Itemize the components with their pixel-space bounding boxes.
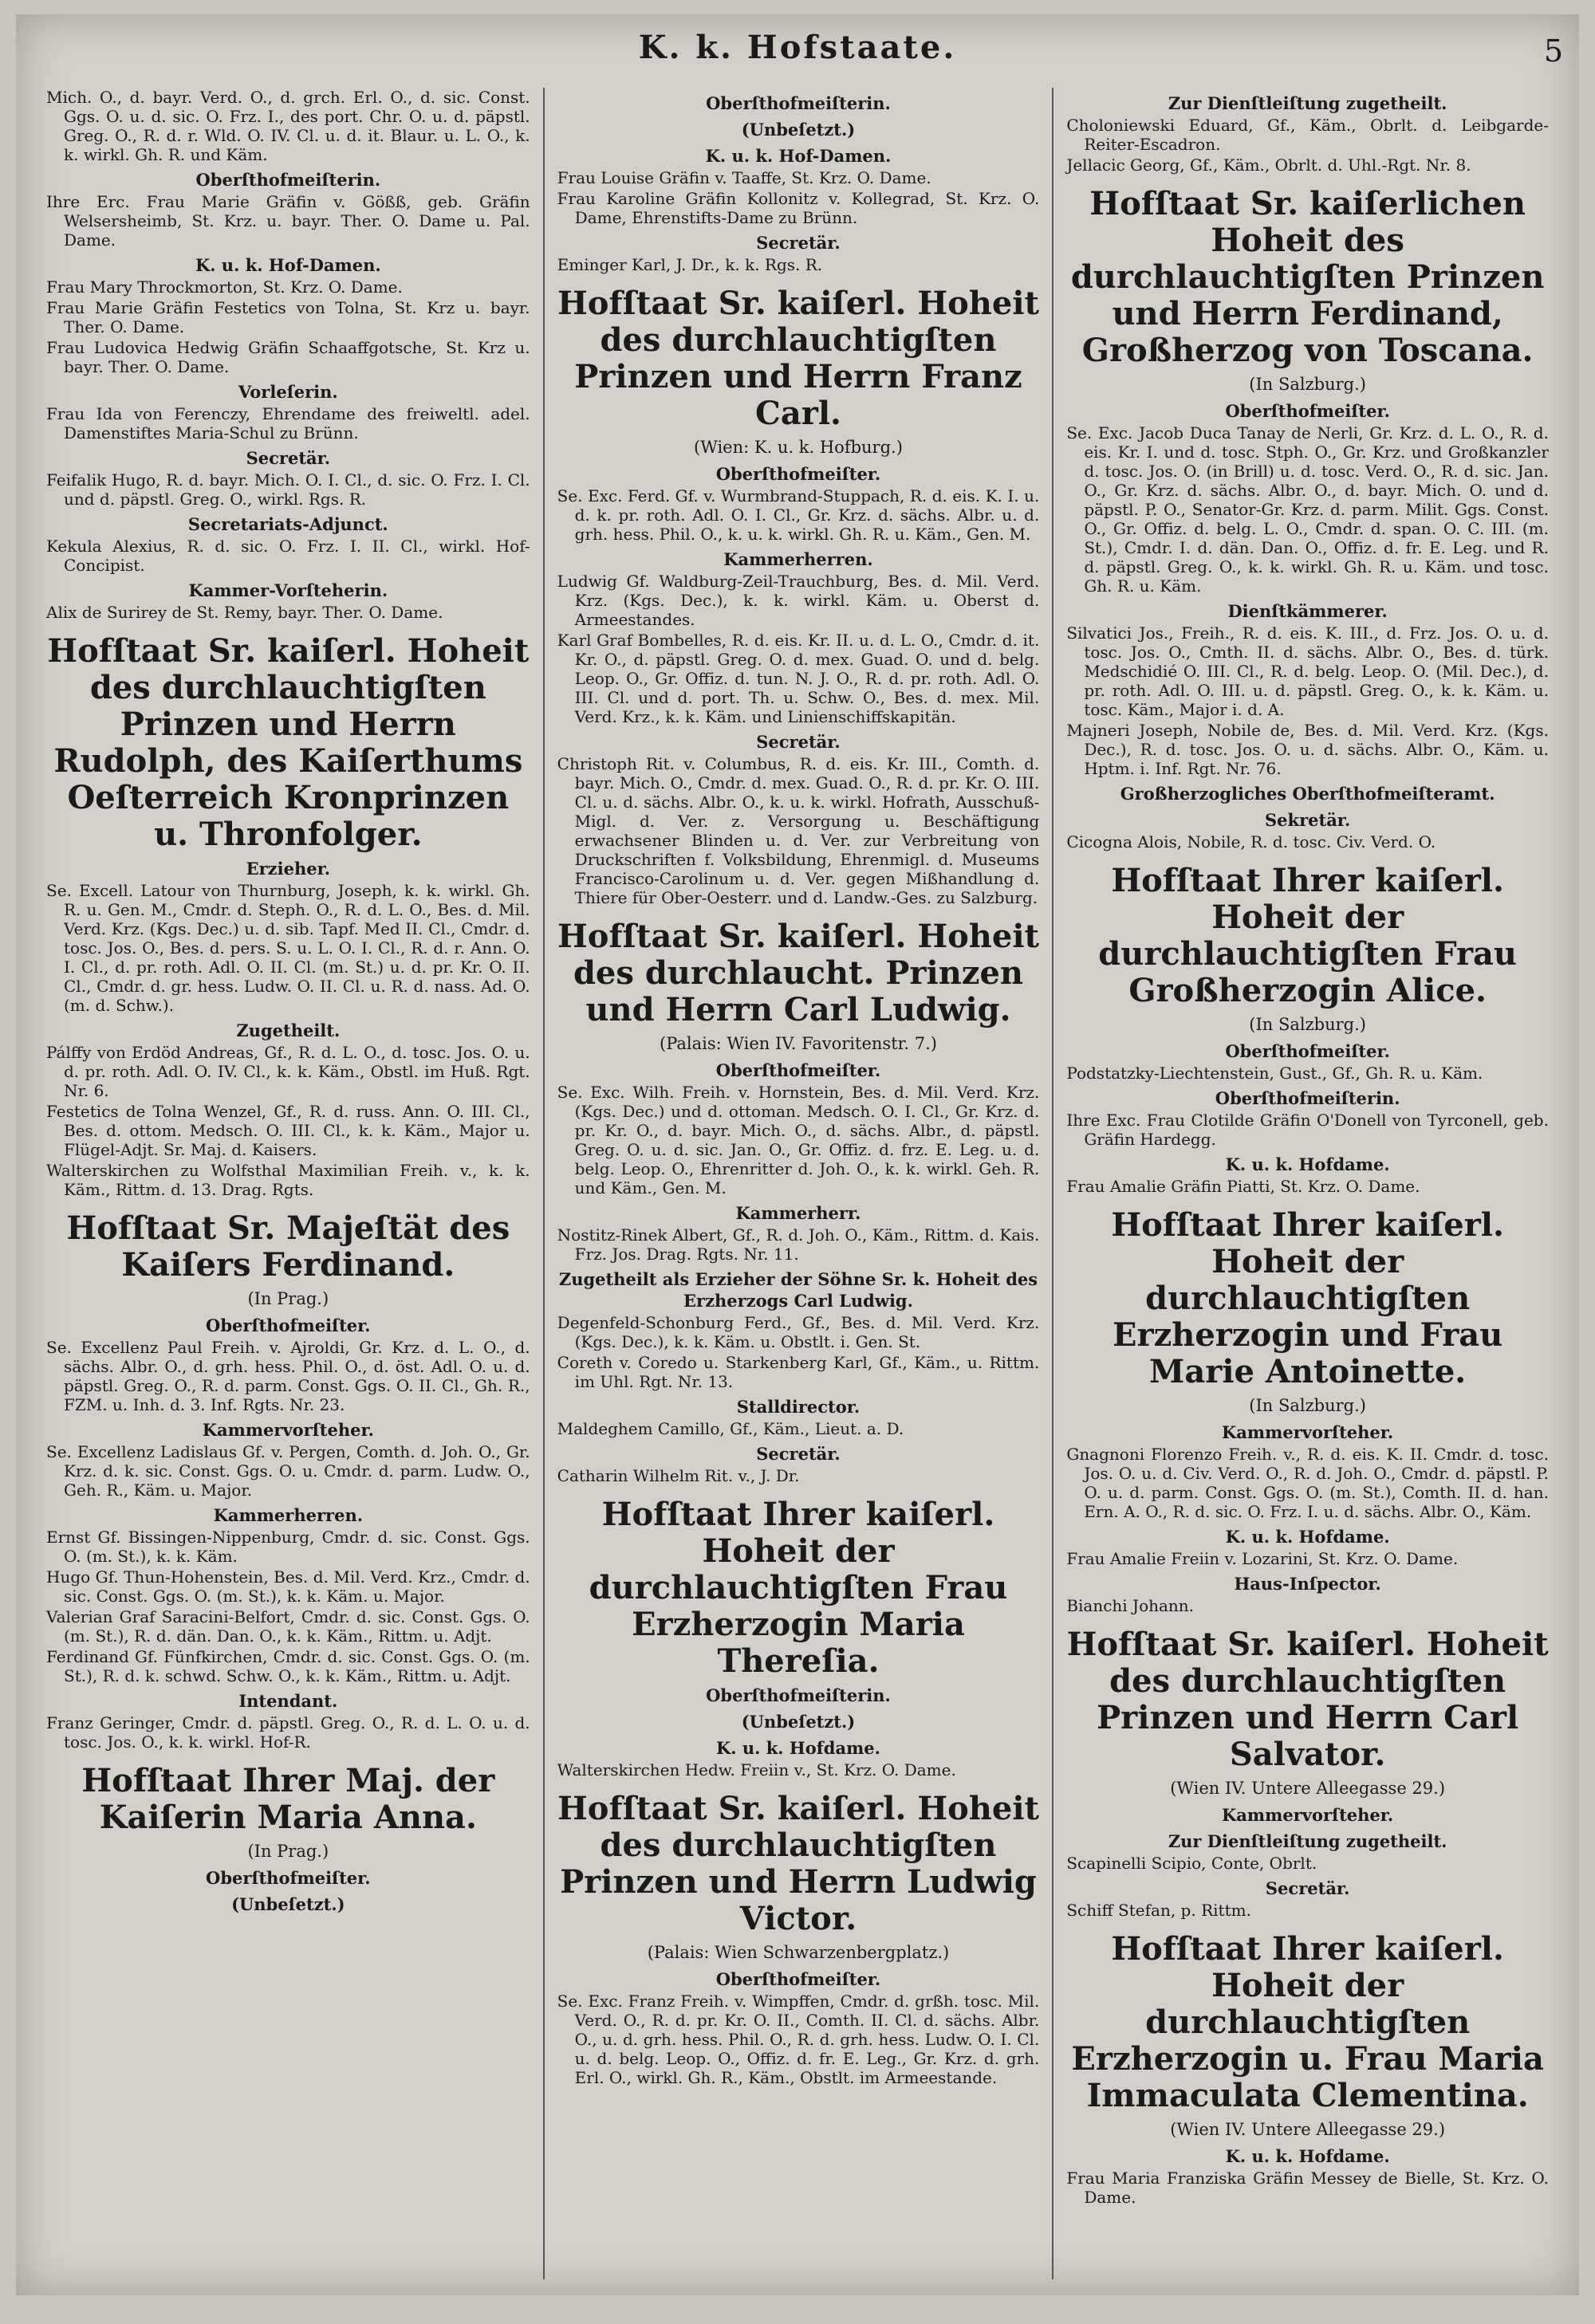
page-number: 5: [1543, 33, 1563, 69]
office-heading: Secretär.: [246, 448, 331, 468]
office-heading: K. u. k. Hofdame.: [1225, 1154, 1390, 1174]
person-entry: Eminger Karl, J. Dr., k. k. Rgs. R.: [557, 255, 823, 274]
office-block: [1066, 2145, 1549, 2207]
office-heading: Intendant.: [238, 1691, 338, 1711]
section-subtitle: (Wien: K. u. k. Hofburg.): [694, 438, 903, 457]
office-block: [46, 1315, 530, 1414]
person-entry: Maldeghem Camillo, Gf., Käm., Lieut. a. D.: [557, 1419, 904, 1438]
office-block: [557, 232, 1040, 274]
section-subtitle: (Palais: Wien IV. Favoritenstr. 7.): [660, 1034, 937, 1053]
person-entry: Frau Louise Gräfin v. Taaffe, St. Krz. O. Dame.: [557, 168, 931, 187]
person-entry: Se. Excellenz Paul Freih. v. Ajroldi, Gr. Krz. d. L. O., d. sächs. Albr. O., d. grh. hess. Phil. O., d. öst. Adl. O. u. d. päpstl. Greg. O., R. d. parm. Const. Ggs. O. II. Cl., Gh. R., FZM. u. Inh. d. 3. Inf. Rgts. Nr. 23.: [46, 1338, 530, 1414]
person-entry: Cicogna Alois, Nobile, R. d. tosc. Civ. Verd. O.: [1066, 832, 1436, 851]
person-entry: Se. Exc. Jacob Duca Tanay de Nerli, Gr. Krz. d. L. O., R. d. eis. Kr. I. und d. tosc. Stph. O., Gr. Krz. und Großkanzler d. tosc. Jos. O. (in Brill) u. d. tosc. Verd. O., R. d. sic. Jan. O., Gr. Krz. d. sächs. Albr. O., d. bayr. Mich. O. und d. päpstl. P. O., Senator-Gr. Krz. d. parm. Milit. Ggs. Const. O., Gr. Offiz. d. belg. L. O., Cmdr. d. span. O. C. III. (m. St.), Cmdr. I. d. dän. Dan. O., Offiz. d. fr. E. Leg. und R. d. päpstl. Greg. O., k. k. wirkl. Gh. R. u. Käm. und tosc. Gh. R. u. Käm.: [1066, 423, 1549, 596]
person-entry: Se. Excell. Latour von Thurnburg, Joseph, k. k. wirkl. Gh. R. u. Gen. M., Cmdr. d. Steph. O., R. d. L. O., Bes. d. Mil. Verd. Krz. (Kgs. Dec.) u. d. sib. Tapf. Med II. Cl., Cmdr. d. tosc. Jos. O., Bes. d. pers. S. u. L. O. I. Cl., R. d. r. Ann. O. I. Cl., d. pr. roth. Adl. O. II. Cl. (m. St.) u. d. pr. Kr. O. II. Cl., Cmdr. d. gr. hess. Ludw. O. II. Cl. u. R. d. nass. Ad. O. (m. d. Schw.).: [46, 881, 530, 1015]
section-subtitle: (In Salzburg.): [1249, 1396, 1366, 1415]
person-entry: Majneri Joseph, Nobile de, Bes. d. Mil. Verd. Krz. (Kgs. Dec.), R. d. tosc. Jos. O. u. d. sächs. Albr. O., Käm. u. Hptm. i. Inf. Rgt. Nr. 76.: [1066, 721, 1549, 778]
person-entry: Catharin Wilhelm Rit. v., J. Dr.: [557, 1466, 800, 1485]
person-entry: Frau Ludovica Hedwig Gräfin Schaaffgotsche, St. Krz u. bayr. Ther. O. Dame.: [46, 338, 530, 376]
person-entry: Hugo Gf. Thun-Hohenstein, Bes. d. Mil. Verd. Krz., Cmdr. d. sic. Const. Ggs. O. (m. St.), k. k. Käm. u. Major.: [46, 1567, 530, 1606]
office-heading: Großherzogliches Oberſthofmeiſteramt.: [1120, 784, 1495, 804]
person-entry: Coreth v. Coredo u. Starkenberg Karl, Gf., Käm., u. Rittm. im Uhl. Rgt. Nr. 13.: [557, 1353, 1040, 1391]
section-title: Hofſtaat Ihrer kaiſerl. Hoheit der durchlauchtigſten Frau Großherzogin Alice.: [1098, 862, 1518, 1009]
office-block: [1066, 1087, 1549, 1149]
section-title: Hofſtaat Sr. kaiſerl. Hoheit des durchlauchtigſten Prinzen und Herrn Carl Salvator.: [1066, 1626, 1549, 1773]
office-block: [46, 447, 530, 509]
person-entry: Frau Amalie Gräfin Piatti, St. Krz. O. Dame.: [1066, 1177, 1420, 1196]
office-heading: Oberſthofmeiſter.: [715, 1060, 881, 1080]
person-entry: Frau Maria Franziska Gräfin Messey de Bielle, St. Krz. O. Dame.: [1066, 2169, 1549, 2207]
person-entry: Frau Amalie Freiin v. Lozarini, St. Krz. O. Dame.: [1066, 1549, 1459, 1568]
person-entry: Gnagnoni Florenzo Freih. v., R. d. eis. K. II. Cmdr. d. tosc. Jos. O. u. d. Civ. Verd. O., R. d. Joh. O., Cmdr. d. päpstl. P. O. u. d. parm. Const. Ggs. O. (m. St.), Comth. II. d. han. Ern. A. O., R. d. sic. O. Frz. I. u. d. sächs. Albr. O., Käm.: [1066, 1445, 1549, 1521]
office-heading: Kammerherr.: [735, 1203, 861, 1223]
office-heading: Secretär.: [1265, 1878, 1350, 1898]
person-entry: Schiff Stefan, p. Rittm.: [1066, 1901, 1251, 1920]
office-heading: Kammervorſteher.: [1222, 1422, 1394, 1442]
office-block: [557, 463, 1040, 544]
office-heading: Sekretär.: [1265, 810, 1351, 830]
section-subtitle: (Wien IV. Untere Alleegasse 29.): [1170, 1779, 1446, 1798]
section-title: Hofſtaat Sr. kaiſerl. Hoheit des durchlaucht. Prinzen und Herrn Carl Ludwig.: [557, 918, 1039, 1028]
person-entry: Kekula Alexius, R. d. sic. O. Frz. I. II. Cl., wirkl. Hof-Concipist.: [46, 537, 530, 575]
office-block: [1066, 783, 1549, 804]
office-heading: Kammerherren.: [723, 549, 873, 569]
office-heading: Zugetheilt.: [236, 1020, 341, 1040]
person-entry: Frau Mary Throckmorton, St. Krz. O. Dame.: [46, 277, 403, 297]
office-heading: Oberſthofmeiſter.: [715, 464, 881, 484]
office-block: [1066, 1154, 1549, 1196]
office-heading: Zur Dienſtleiſtung zugetheilt.: [1168, 1831, 1447, 1851]
office-block: [46, 858, 530, 1015]
person-entry: Ernst Gf. Bissingen-Nippenburg, Cmdr. d. sic. Const. Ggs. O. (m. St.), k. k. Käm.: [46, 1528, 530, 1566]
office-heading: Oberſthofmeiſter.: [206, 1315, 371, 1335]
office-block: [46, 1504, 530, 1685]
office-heading: Kammervorſteher.: [1222, 1805, 1394, 1825]
section-title: Hofſtaat Ihrer kaiſerl. Hoheit der durchlauchtigſten Erzherzogin und Frau Marie Antoinette.: [1111, 1206, 1504, 1390]
section-subtitle: (In Salzburg.): [1249, 1015, 1366, 1034]
office-block: [1066, 1422, 1549, 1521]
office-block: [557, 1711, 1040, 1732]
office-block: [557, 145, 1040, 227]
section-title: Hofſtaat Sr. kaiſerl. Hoheit des durchlauchtigſten Prinzen und Herrn Rudolph, des Kaiſerthums Oeſterreich Kronprinzen u. Thronfolger.: [47, 632, 530, 853]
person-entry: Alix de Surirey de St. Remy, bayr. Ther. O. Dame.: [46, 603, 443, 622]
office-heading: Oberſthofmeiſter.: [206, 1868, 371, 1888]
office-heading: Stalldirector.: [736, 1397, 861, 1417]
office-block: [46, 169, 530, 250]
person-entry: Se. Excellenz Ladislaus Gf. v. Pergen, Comth. d. Joh. O., Gr. Krz. d. k. sic. Const. Ggs. O. u. Cmdr. d. parm. Ludw. O., Geh. R., Käm. u. Major.: [46, 1442, 530, 1500]
person-entry: Se. Exc. Ferd. Gf. v. Wurmbrand-Stuppach, R. d. eis. K. I. u. d. k. pr. roth. Adl. O. I. Cl., Gr. Krz. d. sächs. Albr. u. d. grh. hess. Phil. O., k. u. k. wirkl. Gh. R. u. Käm., Gen. M.: [557, 486, 1040, 544]
office-block: [557, 1685, 1040, 1706]
person-entry: Bianchi Johann.: [1066, 1596, 1195, 1615]
office-block: [46, 1690, 530, 1752]
office-heading: Oberſthofmeiſterin.: [1215, 1088, 1400, 1108]
office-heading: (Unbeſetzt.): [741, 120, 856, 140]
office-heading: Oberſthofmeiſter.: [1225, 1041, 1390, 1061]
section-title: Hofſtaat Ihrer kaiſerl. Hoheit der durchlauchtigſten Frau Erzherzogin Maria Thereſia.: [589, 1496, 1008, 1680]
person-entry: Podstatzky-Liechtenstein, Gust., Gf., Gh. R. u. Käm.: [1066, 1064, 1483, 1083]
office-heading: Zugetheilt als Erzieher der Söhne Sr. k. Hoheit des Erzherzogs Carl Ludwig.: [558, 1269, 1038, 1311]
office-block: [1066, 1040, 1549, 1083]
column-3: [1052, 88, 1562, 2279]
office-heading: Oberſthofmeiſter.: [1225, 401, 1390, 421]
office-heading: K. u. k. Hofdame.: [1225, 1527, 1390, 1547]
person-entry: Franz Geringer, Cmdr. d. päpstl. Greg. O., R. d. L. O. u. d. tosc. Jos. O., k. k. wirkl. Hof-R.: [46, 1713, 530, 1752]
person-entry: Walterskirchen zu Wolfsthal Maximilian Freih. v., k. k. Käm., Rittm. d. 13. Drag. Rgts.: [46, 1161, 530, 1199]
office-heading: Kammer-Vorſteherin.: [188, 580, 388, 600]
office-block: [1066, 1804, 1549, 1826]
office-heading: Oberſthofmeiſterin.: [706, 93, 891, 113]
office-heading: Kammerherren.: [213, 1505, 364, 1525]
person-entry: Se. Exc. Franz Freih. v. Wimpffen, Cmdr. d. grßh. tosc. Mil. Verd. O., R. d. pr. Kr. O. II., Comth. II. Cl. d. sächs. Albr. O., u. d. grh. hess. Phil. O., R. d. grh. hess. Ludw. O. I. Cl. u. d. belg. Leop. O., Offiz. d. fr. E. Leg., Gr. Krz. d. grh. Erl. O., wirkl. Gh. R., Käm., Obstlt. im Armeestande.: [557, 1992, 1040, 2087]
section-title: Hofſtaat Ihrer Maj. der Kaiſerin Maria Anna.: [81, 1762, 495, 1836]
office-heading: Zur Dienſtleiſtung zugetheilt.: [1168, 93, 1447, 113]
columns: [33, 88, 1562, 2279]
person-entry: Se. Exc. Wilh. Freih. v. Hornstein, Bes. d. Mil. Verd. Krz. (Kgs. Dec.) und d. ottoman. Medsch. O. I. Cl., Gr. Krz. d. pr. Kr. O., d. bayr. Mich. O., d. sächs. Albr., d. päpstl. Greg. O. u. d. sic. Jan. O., Gr. Offiz. d. frz. E. Leg. u. d. belg. Leop. O., Ehrenritter d. Joh. O., k. k. wirkl. Geh. R. und Käm., Gen. M.: [557, 1083, 1040, 1197]
page: [16, 14, 1579, 2295]
office-heading: Secretär.: [756, 233, 841, 253]
person-entry: Nostitz-Rinek Albert, Gf., R. d. Joh. O., Käm., Rittm. d. Kais. Frz. Jos. Drag. Rgts. Nr. 11.: [557, 1225, 1040, 1264]
office-block: [557, 1968, 1040, 2087]
person-entry: Frau Ida von Ferenczy, Ehrendame des freiweltl. adel. Damenstiftes Maria-Schul zu Brünn.: [46, 404, 530, 442]
office-block: [557, 1443, 1040, 1485]
office-block: [557, 731, 1040, 907]
person-entry: Festetics de Tolna Wenzel, Gf., R. d. russ. Ann. O. III. Cl., Bes. d. ottom. Medsch. O. III. Cl., k. k. Käm., Major u. Flügel-Adjt. Sr. Maj. d. Kaisers.: [46, 1102, 530, 1159]
office-heading: Secretär.: [756, 1444, 841, 1464]
office-block: [1066, 1526, 1549, 1568]
office-block: [1066, 92, 1549, 175]
person-entry: Ludwig Gf. Waldburg-Zeil-Trauchburg, Bes. d. Mil. Verd. Krz. (Kgs. Dec.), k. k. wirkl. Käm. u. Oberst d. Armeestandes.: [557, 572, 1040, 629]
person-entry: Valerian Graf Saracini-Belfort, Cmdr. d. sic. Const. Ggs. O. (m. St.), R. d. dän. Dan. O., k. k. Käm., Rittm. u. Adjt.: [46, 1607, 530, 1646]
office-block: [46, 381, 530, 442]
office-block: [557, 92, 1040, 114]
office-heading: Oberſthofmeiſterin.: [706, 1685, 891, 1705]
office-block: [1066, 809, 1549, 851]
office-heading: K. u. k. Hofdame.: [1225, 2146, 1390, 2166]
person-entry: Scapinelli Scipio, Conte, Obrlt.: [1066, 1854, 1317, 1873]
person-entry: Walterskirchen Hedw. Freiin v., St. Krz. O. Dame.: [557, 1760, 956, 1779]
office-heading: K. u. k. Hofdame.: [715, 1738, 880, 1758]
column-2: [543, 88, 1053, 2279]
person-entry: Pálffy von Erdöd Andreas, Gf., R. d. L. O., d. tosc. Jos. O. u. d. pr. roth. Adl. O. IV. Cl., k. k. Käm., Obstl. im Huß. Rgt. Nr. 6.: [46, 1043, 530, 1100]
office-heading: (Unbeſetzt.): [741, 1712, 856, 1732]
office-block: [1066, 1878, 1549, 1920]
section-title: Hofſtaat Sr. Majeſtät des Kaiſers Ferdinand.: [66, 1209, 510, 1284]
person-entry: Christoph Rit. v. Columbus, R. d. eis. Kr. III., Comth. d. bayr. Mich. O., Cmdr. d. mex. Guad. O., R. d. pr. Kr. O. III. Cl. u. d. sächs. Albr. O., k. u. k. wirkl. Hofrath, Ausschuß-Migl. d. Ver. z. Versorgung u. Beschäftigung erwachsener Blinden u. d. Ver. zur Verbreitung von Druckschriften f. Volksbildung, Ehrenmigl. d. Museums Francisco-Carolinum u. d. Ver. gegen Mißhandlung d. Thiere für Ober-Oesterr. und d. Landw.-Ges. zu Salzburg.: [557, 754, 1040, 907]
office-block: [46, 513, 530, 575]
office-heading: Haus-Inſpector.: [1234, 1574, 1381, 1594]
office-heading: Oberſthofmeiſterin.: [195, 170, 381, 190]
person-entry: Choloniewski Eduard, Gf., Käm., Obrlt. d. Leibgarde-Reiter-Escadron.: [1066, 116, 1549, 154]
section-title: Hofſtaat Sr. kaiſerl. Hoheit des durchlauchtigſten Prinzen und Herrn Ludwig Victor.: [557, 1790, 1039, 1937]
page-header: [16, 29, 1579, 77]
office-block: [46, 580, 530, 622]
person-entry: Mich. O., d. bayr. Verd. O., d. grch. Erl. O., d. sic. Const. Ggs. O. u. d. sic. O. Frz. I., des port. Chr. O. u. d. päpstl. Greg. O., R. d. r. Wld. O. IV. Cl. u. d. it. Blaur. u. L. O., k. k. wirkl. Gh. R. und Käm.: [46, 88, 530, 164]
section-subtitle: (In Prag.): [247, 1289, 329, 1308]
office-block: [46, 254, 530, 376]
person-entry: Frau Marie Gräfin Festetics von Tolna, St. Krz u. bayr. Ther. O. Dame.: [46, 298, 530, 336]
person-entry: Ihre Erc. Frau Marie Gräfin v. Gößß, geb. Gräfin Welsersheimb, St. Krz. u. bayr. Ther. O. Dame u. Pal. Dame.: [46, 192, 530, 250]
office-block: [46, 1893, 530, 1915]
person-entry: Jellacic Georg, Gf., Käm., Obrlt. d. Uhl.-Rgt. Nr. 8.: [1066, 155, 1471, 175]
section-subtitle: (In Prag.): [247, 1842, 329, 1861]
office-heading: K. u. k. Hof-Damen.: [705, 146, 892, 166]
office-block: [1066, 600, 1549, 778]
page-title: K. k. Hofstaate.: [638, 29, 957, 66]
office-block: [557, 1268, 1040, 1391]
person-entry: Silvatici Jos., Freih., R. d. eis. K. III., d. Frz. Jos. O. u. d. tosc. Jos. O., Cmth. II. d. sächs. Albr. O., Bes. d. türk. Medschidié O. III. Cl., R. d. belg. Leop. O. (Mil. Dec.), d. pr. roth. Adl. O. III. u. d. päpstl. Greg. O., k. k. Käm. u. tosc. Käm., Major i. d. A.: [1066, 623, 1549, 719]
office-heading: Secretariats-Adjunct.: [187, 514, 388, 534]
section-title: Hofſtaat Sr. kaiſerlichen Hoheit des durchlauchtigſten Prinzen und Herrn Ferdinand, Großherzog von Toscana.: [1070, 185, 1545, 369]
office-block: [557, 549, 1040, 726]
office-block: [1066, 1573, 1549, 1615]
office-heading: Dienſtkämmerer.: [1227, 601, 1388, 621]
office-block: [46, 1419, 530, 1500]
office-block: [1066, 1830, 1549, 1873]
section-title: Hofſtaat Ihrer kaiſerl. Hoheit der durchlauchtigſten Erzherzogin u. Frau Maria Immaculata Clementina.: [1071, 1930, 1544, 2114]
office-heading: K. u. k. Hof-Damen.: [195, 255, 381, 275]
office-block: [46, 88, 530, 164]
person-entry: Ferdinand Gf. Fünfkirchen, Cmdr. d. sic. Const. Ggs. O. (m. St.), R. d. k. schwd. Schw. O., k. k. Käm., Rittm. u. Adjt.: [46, 1647, 530, 1685]
office-block: [557, 1060, 1040, 1197]
person-entry: Degenfeld-Schonburg Ferd., Gf., Bes. d. Mil. Verd. Krz. (Kgs. Dec.), k. k. Käm. u. Obstlt. i. Gen. St.: [557, 1313, 1040, 1351]
column-1: [33, 88, 543, 2279]
office-block: [557, 1202, 1040, 1264]
section-subtitle: (In Salzburg.): [1249, 375, 1366, 394]
office-block: [557, 1396, 1040, 1438]
office-block: [557, 1737, 1040, 1779]
section-subtitle: (Wien IV. Untere Alleegasse 29.): [1170, 2120, 1446, 2139]
office-heading: Erzieher.: [246, 859, 331, 879]
office-block: [46, 1867, 530, 1889]
office-heading: Kammervorſteher.: [202, 1420, 374, 1440]
office-block: [46, 1020, 530, 1199]
office-block: [557, 119, 1040, 140]
person-entry: Ihre Exc. Frau Clotilde Gräfin O'Donell von Tyrconell, geb. Gräfin Hardegg.: [1066, 1111, 1549, 1149]
section-subtitle: (Palais: Wien Schwarzenbergplatz.): [647, 1943, 950, 1962]
office-heading: Secretär.: [756, 732, 841, 752]
office-heading: Oberſthofmeiſter.: [715, 1969, 881, 1989]
person-entry: Karl Graf Bombelles, R. d. eis. Kr. II. u. d. L. O., Cmdr. d. it. Kr. O., d. päpstl. Greg. O. d. mex. Guad. O. und d. belg. Leop. O., Gr. Offiz. d. tun. N. J. O., R. d. pr. roth. Adl. O. III. Cl. und d. port. Th. u. Schw. O., Bes. d. mex. Mil. Verd. Krz., k. k. Käm. und Linienschiffskapitän.: [557, 631, 1040, 726]
person-entry: Feifalik Hugo, R. d. bayr. Mich. O. I. Cl., d. sic. O. Frz. I. Cl. und d. päpstl. Greg. O., wirkl. Rgs. R.: [46, 470, 530, 509]
office-block: [1066, 400, 1549, 596]
office-heading: Vorleſerin.: [238, 382, 338, 402]
office-heading: (Unbeſetzt.): [231, 1894, 345, 1914]
section-title: Hofſtaat Sr. kaiſerl. Hoheit des durchlauchtigſten Prinzen und Herrn Franz Carl.: [557, 285, 1039, 432]
person-entry: Frau Karoline Gräfin Kollonitz v. Kollegrad, St. Krz. O. Dame, Ehrenstifts-Dame zu Brünn.: [557, 189, 1040, 227]
